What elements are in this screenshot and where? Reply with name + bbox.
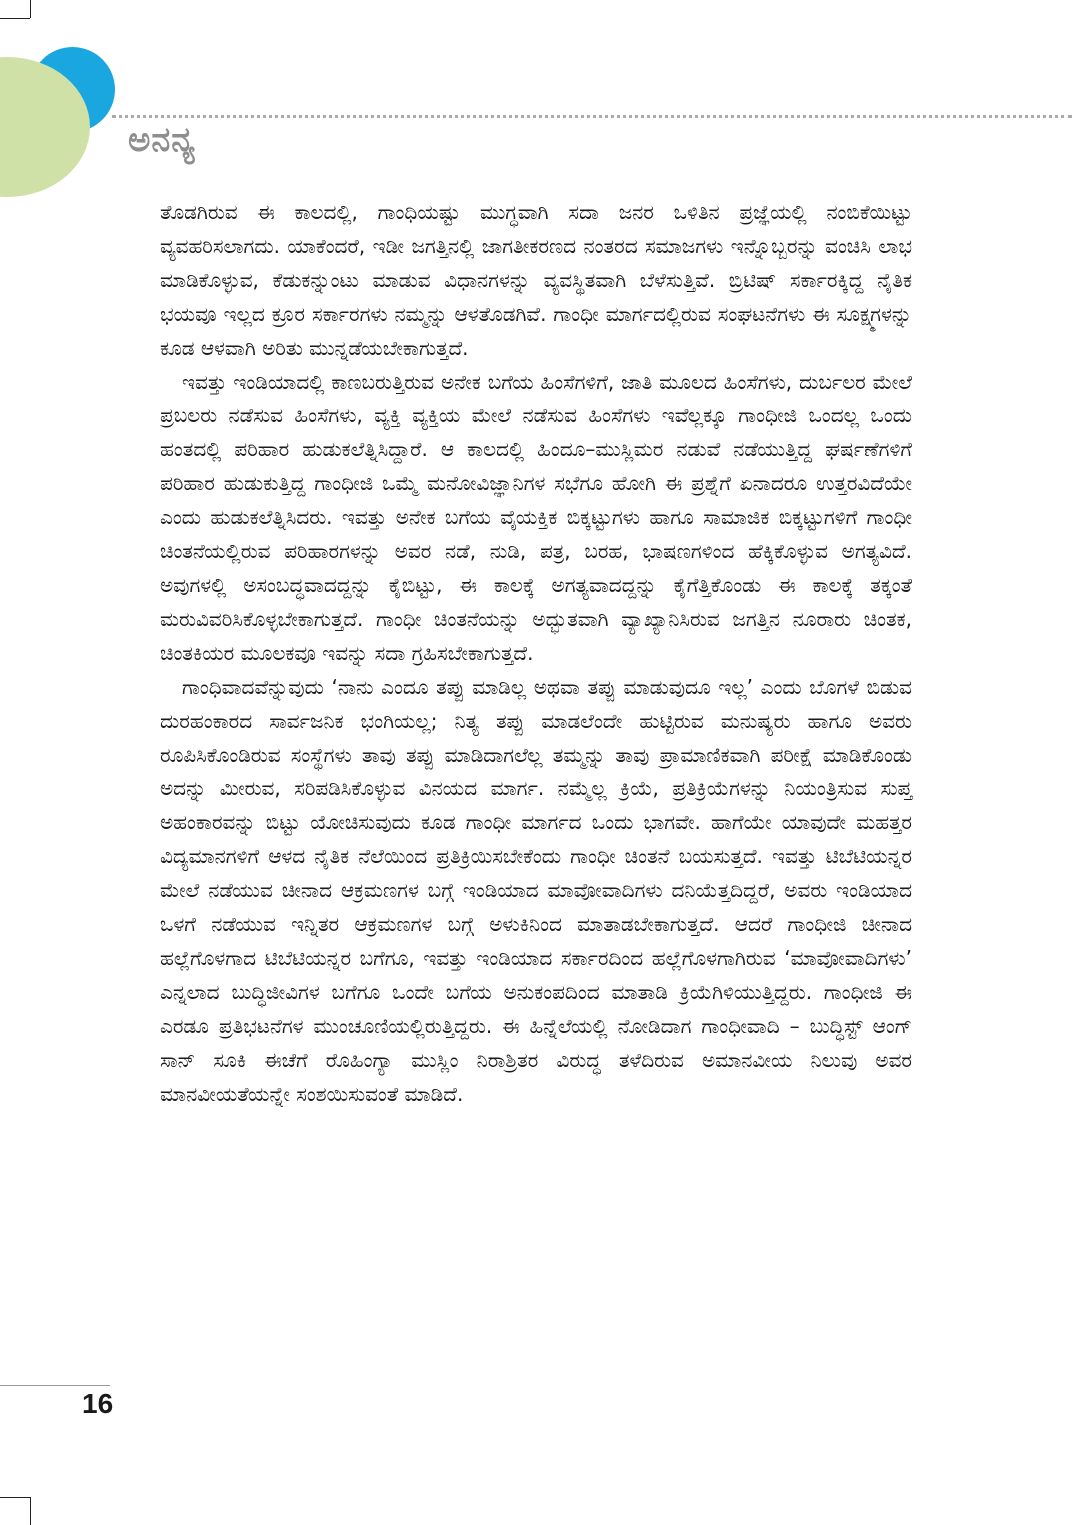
- crop-mark-top-horizontal: [0, 18, 30, 19]
- crop-mark-top-vertical: [30, 0, 31, 18]
- article-paragraph: ತೊಡಗಿರುವ ಈ ಕಾಲದಲ್ಲಿ, ಗಾಂಧಿಯಷ್ಟು ಮುಗ್ಧವಾಗಿ ಸದಾ ಜನರ ಒಳಿತಿನ ಪ್ರಜ್ಞೆಯಲ್ಲಿ ನಂಬಿಕೆಯಿಟ್ಟು ವ್ಯವಹರಿಸಲಾಗದು. ಯಾಕೆಂದರೆ, ಇಡೀ ಜಗತ್ತಿನಲ್ಲಿ ಜಾಗತೀಕರಣದ ನಂತರದ ಸಮಾಜಗಳು ಇನ್ನೊಬ್ಬರನ್ನು ವಂಚಿಸಿ ಲಾಭ ಮಾಡಿಕೊಳ್ಳುವ, ಕೆಡುಕನ್ನುಂಟು ಮಾಡುವ ವಿಧಾನಗಳನ್ನು ವ್ಯವಸ್ಥಿತವಾಗಿ ಬೆಳೆಸುತ್ತಿವೆ. ಬ್ರಿಟಿಷ್ ಸರ್ಕಾರಕ್ಕಿದ್ದ ನೈತಿಕ ಭಯವೂ ಇಲ್ಲದ ಕ್ರೂರ ಸರ್ಕಾರಗಳು ನಮ್ಮನ್ನು ಆಳತೊಡಗಿವೆ. ಗಾಂಧೀ ಮಾರ್ಗದಲ್ಲಿರುವ ಸಂಘಟನೆಗಳು ಈ ಸೂಕ್ಷ್ಮಗಳನ್ನು ಕೂಡ ಆಳವಾಗಿ ಅರಿತು ಮುನ್ನಡೆಯಬೇಕಾಗುತ್ತದೆ.: [160, 200, 912, 360]
- article-paragraph: ಇವತ್ತು ಇಂಡಿಯಾದಲ್ಲಿ ಕಾಣಬರುತ್ತಿರುವ ಅನೇಕ ಬಗೆಯ ಹಿಂಸೆಗಳಿಗೆ, ಜಾತಿ ಮೂಲದ ಹಿಂಸೆಗಳು, ದುರ್ಬಲರ ಮೇಲೆ ಪ್ರಬಲರು ನಡೆಸುವ ಹಿಂಸೆಗಳು, ವ್ಯಕ್ತಿ ವ್ಯಕ್ತಿಯ ಮೇಲೆ ನಡೆಸುವ ಹಿಂಸೆಗಳು ಇವೆಲ್ಲಕ್ಕೂ ಗಾಂಧೀಜಿ ಒಂದಲ್ಲ ಒಂದು ಹಂತದಲ್ಲಿ ಪರಿಹಾರ ಹುಡುಕಲೆತ್ನಿಸಿದ್ದಾರೆ. ಆ ಕಾಲದಲ್ಲಿ ಹಿಂದೂ–ಮುಸ್ಲಿಮರ ನಡುವೆ ನಡೆಯುತ್ತಿದ್ದ ಘರ್ಷಣೆಗಳಿಗೆ ಪರಿಹಾರ ಹುಡುಕುತ್ತಿದ್ದ ಗಾಂಧೀಜಿ ಒಮ್ಮೆ ಮನೋವಿಜ್ಞಾನಿಗಳ ಸಭೆಗೂ ಹೋಗಿ ಈ ಪ್ರಶ್ನೆಗೆ ಏನಾದರೂ ಉತ್ತರವಿದೆಯೇ ಎಂದು ಹುಡುಕಲೆತ್ನಿಸಿದರು. ಇವತ್ತು ಅನೇಕ ಬಗೆಯ ವೈಯಕ್ತಿಕ ಬಿಕ್ಕಟ್ಟುಗಳು ಹಾಗೂ ಸಾಮಾಜಿಕ ಬಿಕ್ಕಟ್ಟುಗಳಿಗೆ ಗಾಂಧೀ ಚಿಂತನೆಯಲ್ಲಿರುವ ಪರಿಹಾರಗಳನ್ನು ಅವರ ನಡೆ, ನುಡಿ, ಪತ್ರ, ಬರಹ, ಭಾಷಣಗಳಿಂದ ಹೆಕ್ಕಿಕೊಳ್ಳುವ ಅಗತ್ಯವಿದೆ. ಅವುಗಳಲ್ಲಿ ಅಸಂಬದ್ಧವಾದದ್ದನ್ನು ಕೈಬಿಟ್ಟು, ಈ ಕಾಲಕ್ಕೆ ಅಗತ್ಯವಾದದ್ದನ್ನು ಕೈಗೆತ್ತಿಕೊಂಡು ಈ ಕಾಲಕ್ಕೆ ತಕ್ಕಂತೆ ಮರುವಿವರಿಸಿಕೊಳ್ಳಬೇಕಾಗುತ್ತದೆ. ಗಾಂಧೀ ಚಿಂತನೆಯನ್ನು ಅದ್ಭುತವಾಗಿ ವ್ಯಾಖ್ಯಾನಿಸಿರುವ ಜಗತ್ತಿನ ನೂರಾರು ಚಿಂತಕ, ಚಿಂತಕಿಯರ ಮೂಲಕವೂ ಇವನ್ನು ಸದಾ ಗ್ರಹಿಸಬೇಕಾಗುತ್ತದೆ.: [160, 369, 912, 665]
- magazine-brand: ಅನನ್ಯ: [128, 120, 196, 160]
- article-paragraph: ಗಾಂಧಿವಾದವೆನ್ನುವುದು ‘ನಾನು ಎಂದೂ ತಪ್ಪು ಮಾಡಿಲ್ಲ ಅಥವಾ ತಪ್ಪು ಮಾಡುವುದೂ ಇಲ್ಲ’ ಎಂದು ಬೊಗಳೆ ಬಿಡುವ ದುರಹಂಕಾರದ ಸಾರ್ವಜನಿಕ ಭಂಗಿಯಲ್ಲ; ನಿತ್ಯ ತಪ್ಪು ಮಾಡಲೆಂದೇ ಹುಟ್ಟಿರುವ ಮನುಷ್ಯರು ಹಾಗೂ ಅವರು ರೂಪಿಸಿಕೊಂಡಿರುವ ಸಂಸ್ಥೆಗಳು ತಾವು ತಪ್ಪು ಮಾಡಿದಾಗಲೆಲ್ಲ ತಮ್ಮನ್ನು ತಾವು ಪ್ರಾಮಾಣಿಕವಾಗಿ ಪರೀಕ್ಷೆ ಮಾಡಿಕೊಂಡು ಅದನ್ನು ಮೀರುವ, ಸರಿಪಡಿಸಿಕೊಳ್ಳುವ ವಿನಯದ ಮಾರ್ಗ. ನಮ್ಮೆಲ್ಲ ಕ್ರಿಯೆ, ಪ್ರತಿಕ್ರಿಯೆಗಳನ್ನು ನಿಯಂತ್ರಿಸುವ ಸುಪ್ತ ಅಹಂಕಾರವನ್ನು ಬಿಟ್ಟು ಯೋಚಿಸುವುದು ಕೂಡ ಗಾಂಧೀ ಮಾರ್ಗದ ಒಂದು ಭಾಗವೇ. ಹಾಗೆಯೇ ಯಾವುದೇ ಮಹತ್ತರ ವಿದ್ಯಮಾನಗಳಿಗೆ ಆಳದ ನೈತಿಕ ನೆಲೆಯಿಂದ ಪ್ರತಿಕ್ರಿಯಿಸಬೇಕೆಂದು ಗಾಂಧೀ ಚಿಂತನೆ ಬಯಸುತ್ತದೆ. ಇವತ್ತು ಟಿಬೆಟಿಯನ್ನರ ಮೇಲೆ ನಡೆಯುವ ಚೀನಾದ ಆಕ್ರಮಣಗಳ ಬಗ್ಗೆ ಇಂಡಿಯಾದ ಮಾವೋವಾದಿಗಳು ದನಿಯೆತ್ತದಿದ್ದರೆ, ಅವರು ಇಂಡಿಯಾದ ಒಳಗೆ ನಡೆಯುವ ಇನ್ನಿತರ ಆಕ್ರಮಣಗಳ ಬಗ್ಗೆ ಅಳುಕಿನಿಂದ ಮಾತಾಡಬೇಕಾಗುತ್ತದೆ. ಆದರೆ ಗಾಂಧೀಜಿ ಚೀನಾದ ಹಲ್ಲೆಗೊಳಗಾದ ಟಿಬೆಟಿಯನ್ನರ ಬಗೆಗೂ, ಇವತ್ತು ಇಂಡಿಯಾದ ಸರ್ಕಾರದಿಂದ ಹಲ್ಲೆಗೊಳಗಾಗಿರುವ ‘ಮಾವೋವಾದಿಗಳು’ ಎನ್ನಲಾದ ಬುದ್ಧಿಜೀವಿಗಳ ಬಗೆಗೂ ಒಂದೇ ಬಗೆಯ ಅನುಕಂಪದಿಂದ ಮಾತಾಡಿ ಕ್ರಿಯೆಗಿಳಿಯುತ್ತಿದ್ದರು. ಗಾಂಧೀಜಿ ಈ ಎರಡೂ ಪ್ರತಿಭಟನೆಗಳ ಮುಂಚೂಣಿಯಲ್ಲಿರುತ್ತಿದ್ದರು. ಈ ಹಿನ್ನೆಲೆಯಲ್ಲಿ ನೋಡಿದಾಗ ಗಾಂಧೀವಾದಿ – ಬುದ್ಧಿಸ್ಟ್ ಆಂಗ್ ಸಾನ್ ಸೂಕಿ ಈಚೆಗೆ ರೊಹಿಂಗ್ಯಾ ಮುಸ್ಲಿಂ ನಿರಾಶ್ರಿತರ ವಿರುದ್ಧ ತಳೆದಿರುವ ಅಮಾನವೀಯ ನಿಲುವು ಅವರ ಮಾನವೀಯತೆಯನ್ನೇ ಸಂಶಯಿಸುವಂತೆ ಮಾಡಿದೆ.: [160, 674, 912, 1106]
- crop-mark-bottom-horizontal: [0, 1497, 30, 1498]
- footer-rule: [0, 1385, 110, 1386]
- page-number: 16: [82, 1388, 114, 1419]
- header-dotted-rule: [112, 115, 1072, 118]
- article-body: [160, 196, 912, 1111]
- crop-mark-bottom-vertical: [30, 1497, 31, 1525]
